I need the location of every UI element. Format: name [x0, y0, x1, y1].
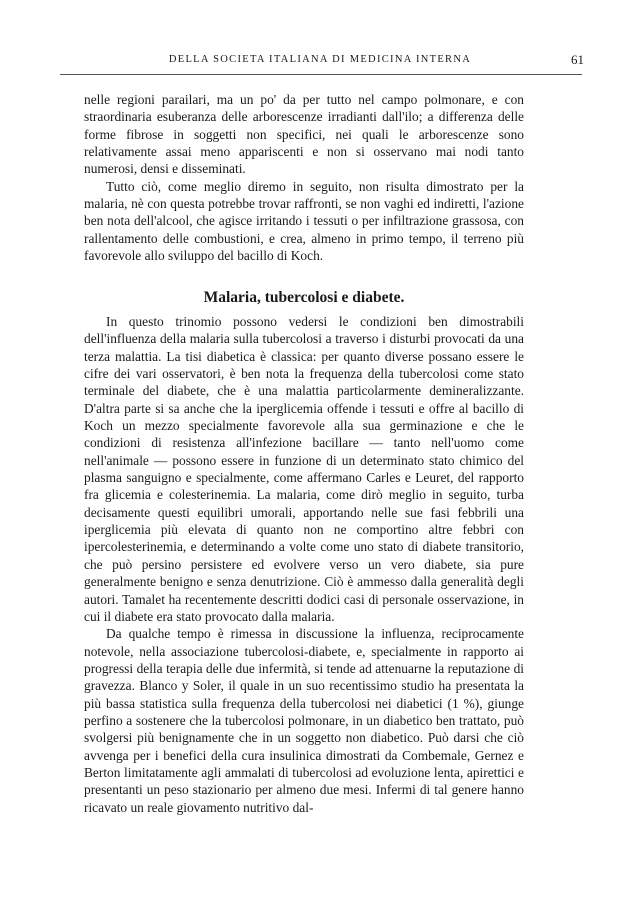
page-header	[56, 54, 584, 72]
section-paragraph-2: Da qualche tempo è rimessa in discussione la influenza, reciprocamente notevole, nella associazione tubercolosi-diabete, e, specialmente in rapporto ai progressi della terapia delle due infermità, si tende ad attenuarne la reputazione di gravezza. Blanco y Soler, il quale in un suo recentissimo studio ha presentata la più bassa statistica sulla frequenza della tubercolosi nei diabetici (1 %), giunge perfino a sostenere che la tubercolosi polmonare, in un diabetico ben trattato, può svolgersi più benignamente che in un soggetto non diabetico. Può darsi che ciò avvenga per i benefici della cura insulinica dimostrati da Combemale, Gernez e Berton limitatamente agli ammalati di tubercolosi ad evoluzione lenta, apirettici e presentanti un peso stazionario per almeno due mesi. Infermi di tal genere hanno ricavato un reale giovamento nutritivo dal-	[84, 626, 524, 815]
header-rule	[60, 74, 582, 75]
intro-paragraph-1: nelle regioni parailari, ma un po' da per tutto nel campo polmonare, e con straordinaria esuberanza delle arborescenze irradianti dall'ilo; a differenza delle forme fibrose in soggetti non specifici, nei quali le arborescenze sono relativamente assai meno appariscenti e non si osservano mai nodi tanto numerosi, densi e disseminati.	[84, 92, 524, 177]
page-number: 61	[571, 52, 584, 67]
intro-paragraph-2: Tutto ciò, come meglio diremo in seguito, non risulta dimostrato per la malaria, nè con questa potrebbe trovar raffronti, se non vaghi ed indiretti, l'azione ben nota dell'alcool, che agisce irritando i tessuti o per infiltrazione grassosa, con rallentamento delle combustioni, e crea, almeno in primo tempo, il terreno più favorevole allo sviluppo del bacillo di Koch.	[84, 178, 524, 264]
section-title: Malaria, tubercolosi e diabete.	[203, 289, 405, 306]
intro-text	[84, 91, 524, 264]
running-head: DELLA SOCIETA ITALIANA DI MEDICINA INTERNA	[168, 54, 472, 65]
section-text	[84, 313, 524, 816]
section-paragraph-1: In questo trinomio possono vedersi le condizioni ben dimostrabili dell'influenza della malaria sulla tubercolosi a traverso i disturbi provocati da una terza malattia. La tisi diabetica è classica: per quanto diverse possano essere le cifre dei vari osservatori, è ben nota la frequenza della tubercolosi come stato terminale del diabete, che è una malattia particolarmente demineralizzante. D'altra parte si sa anche che la iperglicemia offende i tessuti e offre al bacillo di Koch un mezzo specialmente favorevole alla sua germinazione e che le condizioni di resistenza all'infezione bacillare — tanto nell'uomo come nell'animale — possono essere in funzione di un determinato stato chimico del plasma sanguigno e specialmente, come affermano Carles e Leuret, del rapporto fra glicemia e colesterinemia. La malaria, come dirò meglio in seguito, turba decisamente questi equilibri umorali, apportando nelle sue fasi febbrili una iperglicemia più elevata di quanto non ne comportino altre febbri con ipercolesterinemia, e determinando a volte come uno stato di diabete transitorio, che può persino persistere ed evolvere verso un vero diabete, sia pure generalmente benigno e senza denutrizione. Ciò è ammesso dalla generalità degli autori. Tamalet ha recentemente descritti dodici casi di personale osservazione, in cui il diabete era stato provocato dalla malaria.	[84, 314, 524, 624]
